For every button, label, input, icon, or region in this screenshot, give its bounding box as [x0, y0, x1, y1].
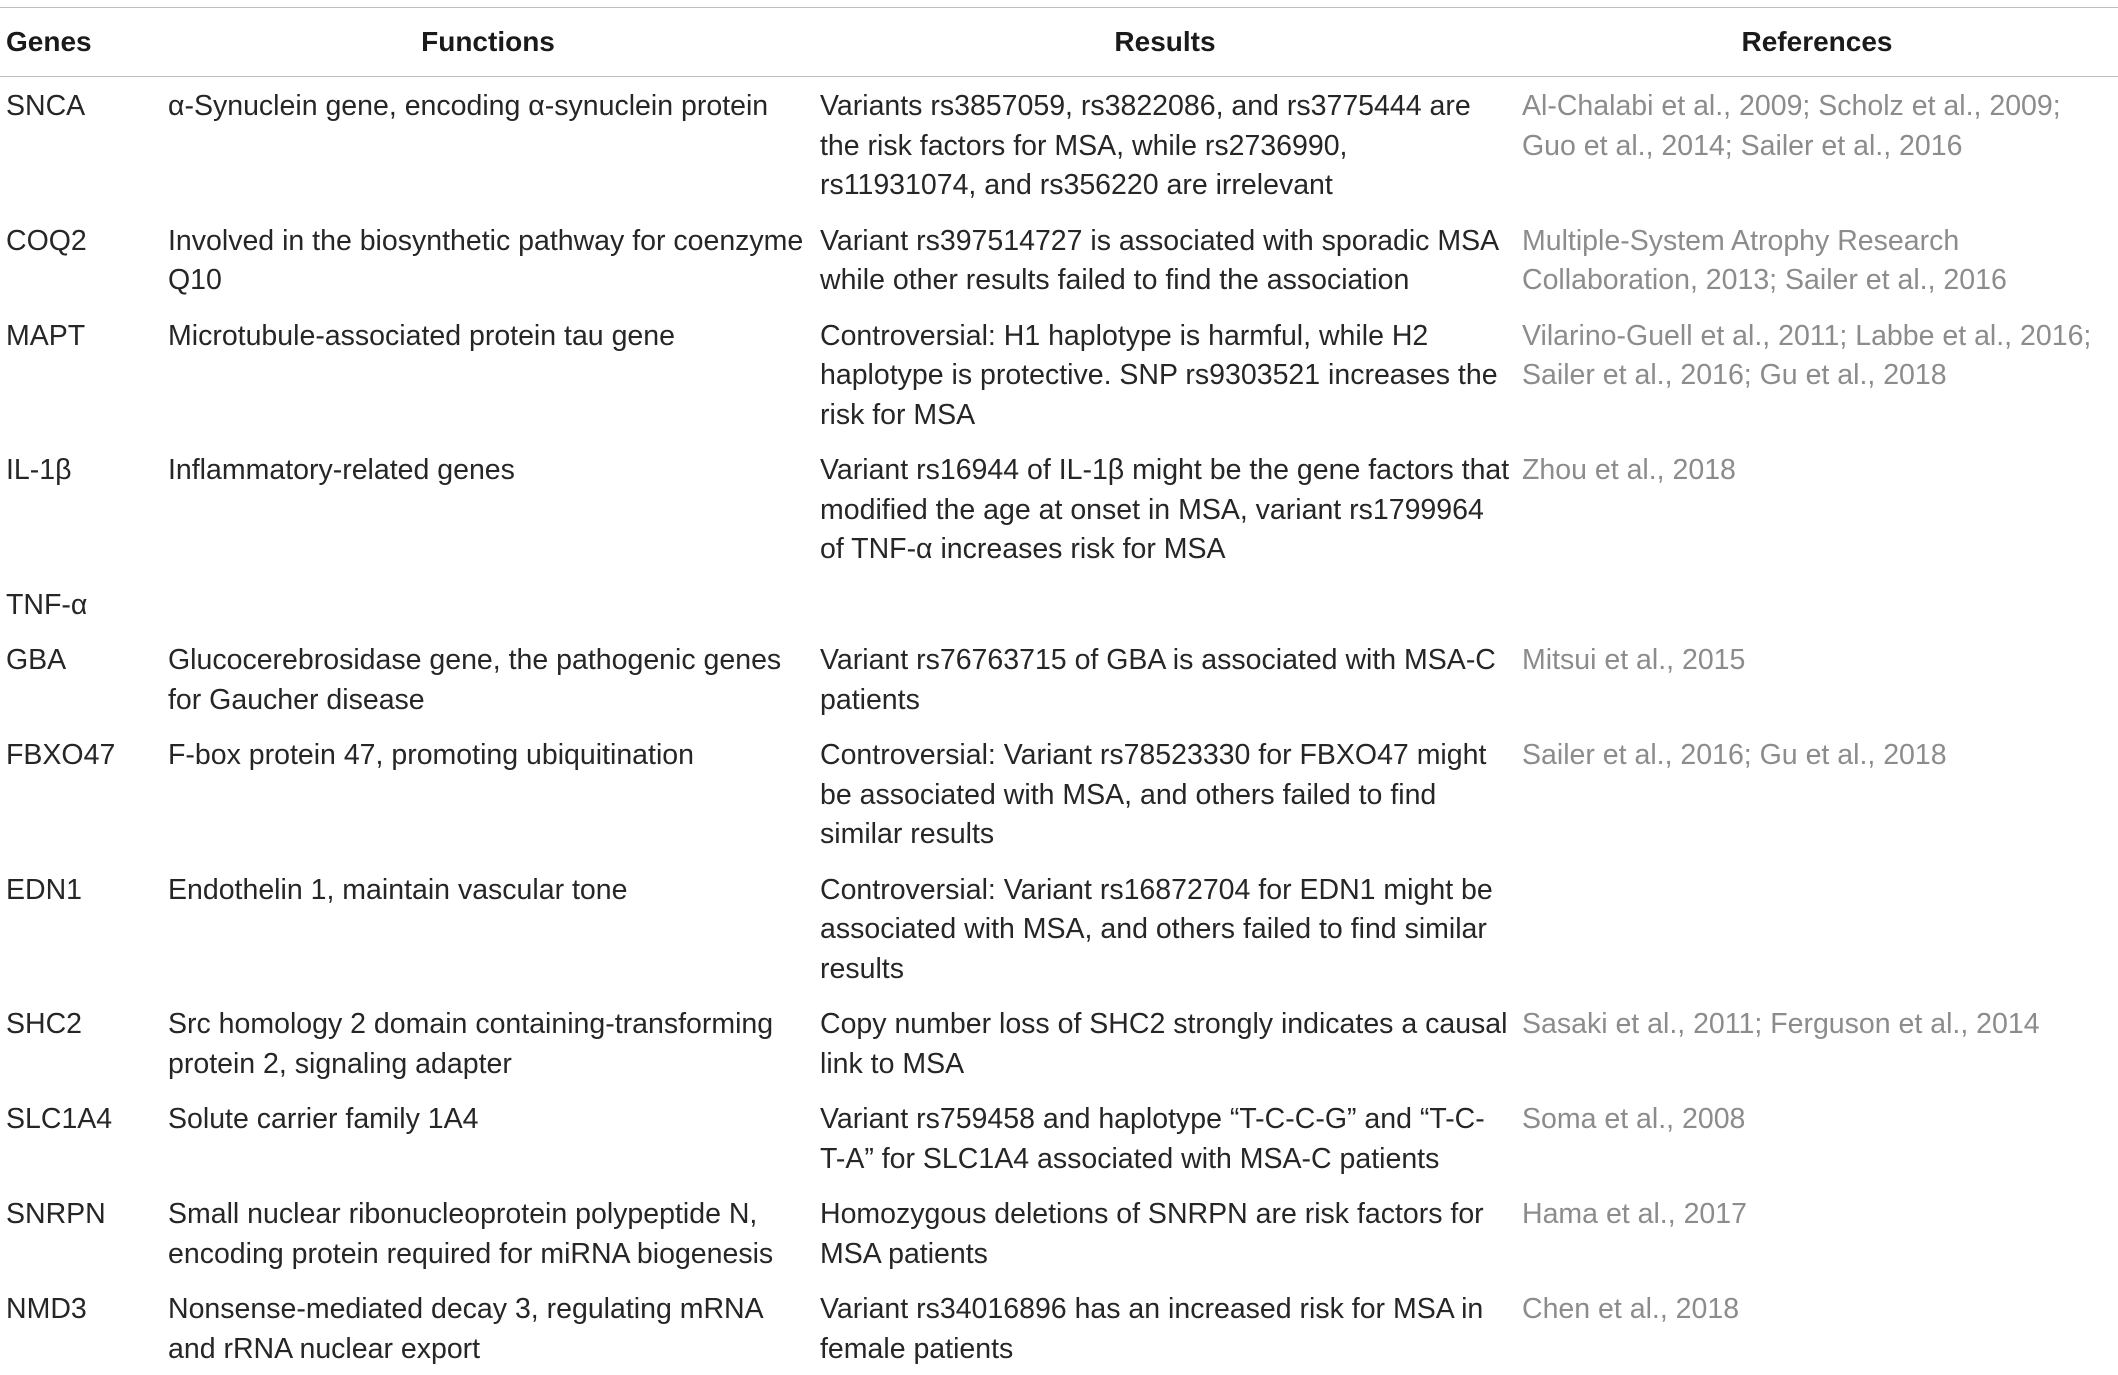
references-cell: Al-Chalabi et al., 2009; Scholz et al., 2009; Guo et al., 2014; Sailer et al., 2016 — [1516, 77, 2118, 212]
gene-cell: NMD3 — [0, 1280, 162, 1375]
function-cell: α-Synuclein gene, encoding α-synuclein protein — [162, 77, 814, 212]
header-functions: Functions — [162, 8, 814, 77]
table-row — [0, 307, 2118, 442]
table-row — [0, 576, 2118, 632]
function-cell: Nonsense-mediated decay 3, regulating mRNA and rRNA nuclear export — [162, 1280, 814, 1375]
table-row — [0, 1280, 2118, 1375]
result-cell: Variant rs76763715 of GBA is associated with MSA-C patients — [814, 631, 1516, 726]
result-cell: Controversial: Variant rs78523330 for FBXO47 might be associated with MSA, and others failed to find similar results — [814, 726, 1516, 861]
gene-cell: SNCA — [0, 77, 162, 212]
gene-cell: SLC1A4 — [0, 1090, 162, 1185]
function-cell: F-box protein 47, promoting ubiquitination — [162, 726, 814, 861]
function-cell: Solute carrier family 1A4 — [162, 1090, 814, 1185]
function-cell: Inflammatory-related genes — [162, 441, 814, 576]
references-cell: Mitsui et al., 2015 — [1516, 631, 2118, 726]
result-cell: Copy number loss of SHC2 strongly indicates a causal link to MSA — [814, 995, 1516, 1090]
table-row — [0, 861, 2118, 996]
gene-cell: SHC2 — [0, 995, 162, 1090]
function-cell: Endothelin 1, maintain vascular tone — [162, 861, 814, 996]
result-cell: Variant rs16944 of IL-1β might be the gene factors that modified the age at onset in MSA, variant rs1799964 of TNF-α increases risk for MSA — [814, 441, 1516, 576]
result-cell: Variants rs3857059, rs3822086, and rs3775444 are the risk factors for MSA, while rs2736990, rs11931074, and rs356220 are irrelevant — [814, 77, 1516, 212]
references-cell: Soma et al., 2008 — [1516, 1090, 2118, 1185]
references-cell — [1516, 861, 2118, 996]
table-row — [0, 995, 2118, 1090]
result-cell: Controversial: Variant rs16872704 for EDN1 might be associated with MSA, and others failed to find similar results — [814, 861, 1516, 996]
gene-cell: IL-1β — [0, 441, 162, 576]
references-cell: Zhou et al., 2018 — [1516, 441, 2118, 576]
table-header — [0, 8, 2118, 77]
result-cell: Homozygous deletions of SNRPN are risk factors for MSA patients — [814, 1185, 1516, 1280]
header-genes: Genes — [0, 8, 162, 77]
references-cell: Sasaki et al., 2011; Ferguson et al., 2014 — [1516, 995, 2118, 1090]
function-cell: Small nuclear ribonucleoprotein polypeptide N, encoding protein required for miRNA biogenesis — [162, 1185, 814, 1280]
table-body — [0, 77, 2118, 1375]
function-cell: Microtubule-associated protein tau gene — [162, 307, 814, 442]
gene-cell: COQ2 — [0, 212, 162, 307]
gene-cell: MAPT — [0, 307, 162, 442]
gene-cell: FBXO47 — [0, 726, 162, 861]
gene-table — [0, 7, 2118, 1375]
references-cell: Sailer et al., 2016; Gu et al., 2018 — [1516, 726, 2118, 861]
function-cell: Glucocerebrosidase gene, the pathogenic genes for Gaucher disease — [162, 631, 814, 726]
references-cell: Multiple-System Atrophy Research Collaboration, 2013; Sailer et al., 2016 — [1516, 212, 2118, 307]
header-references: References — [1516, 8, 2118, 77]
result-cell: Variant rs397514727 is associated with sporadic MSA while other results failed to find the association — [814, 212, 1516, 307]
references-cell: Chen et al., 2018 — [1516, 1280, 2118, 1375]
table-row — [0, 631, 2118, 726]
gene-cell: GBA — [0, 631, 162, 726]
table-row — [0, 1185, 2118, 1280]
function-cell — [162, 576, 814, 632]
references-cell: Vilarino-Guell et al., 2011; Labbe et al., 2016; Sailer et al., 2016; Gu et al., 2018 — [1516, 307, 2118, 442]
table-row — [0, 441, 2118, 576]
gene-cell: TNF-α — [0, 576, 162, 632]
function-cell: Src homology 2 domain containing-transforming protein 2, signaling adapter — [162, 995, 814, 1090]
table-row — [0, 77, 2118, 212]
result-cell: Controversial: H1 haplotype is harmful, while H2 haplotype is protective. SNP rs9303521 increases the risk for MSA — [814, 307, 1516, 442]
result-cell: Variant rs759458 and haplotype “T-C-C-G” and “T-C-T-A” for SLC1A4 associated with MSA-C patients — [814, 1090, 1516, 1185]
table-row — [0, 1090, 2118, 1185]
table-row — [0, 726, 2118, 861]
header-results: Results — [814, 8, 1516, 77]
references-cell — [1516, 576, 2118, 632]
references-cell: Hama et al., 2017 — [1516, 1185, 2118, 1280]
table-row — [0, 212, 2118, 307]
header-row — [0, 8, 2118, 77]
function-cell: Involved in the biosynthetic pathway for coenzyme Q10 — [162, 212, 814, 307]
gene-cell: EDN1 — [0, 861, 162, 996]
gene-cell: SNRPN — [0, 1185, 162, 1280]
result-cell: Variant rs34016896 has an increased risk for MSA in female patients — [814, 1280, 1516, 1375]
result-cell — [814, 576, 1516, 632]
gene-table-container — [0, 7, 2118, 1371]
